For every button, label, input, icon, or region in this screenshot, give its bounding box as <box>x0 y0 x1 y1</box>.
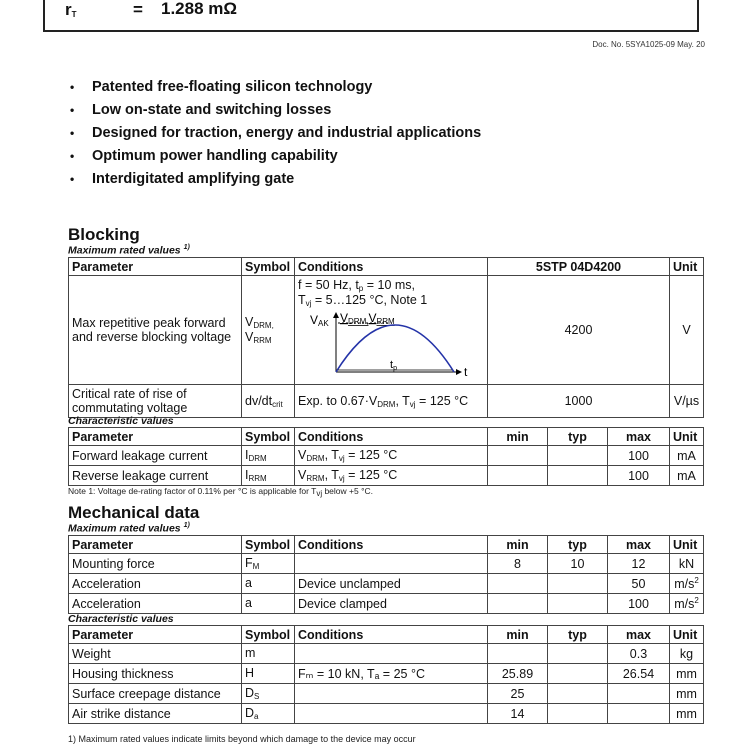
min-cell <box>488 574 548 594</box>
parameter-cell: Housing thickness <box>69 664 242 684</box>
conditions-cell <box>295 644 488 664</box>
max-cell <box>608 704 670 724</box>
table-row <box>69 554 704 574</box>
header-max: max <box>608 428 670 446</box>
symbol-text: I <box>245 448 249 462</box>
note-sub: vj <box>316 489 323 498</box>
symbol-text: V <box>245 315 254 329</box>
rt-symbol <box>65 0 77 20</box>
cond-sub: vj <box>338 454 345 463</box>
cond-text: , T <box>324 468 339 482</box>
bullet-icon: • <box>70 80 75 94</box>
cond-text: = 125 °C <box>344 448 398 462</box>
blocking-title: Blocking <box>68 225 140 244</box>
symbol-cell <box>242 446 295 466</box>
conditions-cell <box>295 385 488 418</box>
cond-text: V <box>298 468 307 482</box>
value-cell: 1000 <box>488 385 670 418</box>
rt-symbol-main: r <box>65 0 72 19</box>
parameter-cell: Acceleration <box>69 594 242 614</box>
y-axis-arrow-icon <box>333 312 339 318</box>
cond-text: , T <box>324 448 339 462</box>
y-label-sub: AK <box>318 319 329 328</box>
feature-text: Patented free-floating silicon technology <box>92 79 373 95</box>
min-cell: 25 <box>488 684 548 704</box>
header-max: max <box>608 626 670 644</box>
symbol-sub: DRM <box>248 454 267 463</box>
header-conditions: Conditions <box>295 258 488 276</box>
unit-sup: 2 <box>694 575 699 585</box>
mechanical-characteristic-label: Characteristic values <box>68 613 174 625</box>
blocking-max-rated-label <box>68 244 190 257</box>
cond-sub: vj <box>409 399 416 409</box>
header-typ: typ <box>548 536 608 554</box>
unit-cell <box>670 574 704 594</box>
header-device: 5STP 04D4200 <box>488 258 670 276</box>
symbol-cell <box>242 664 295 684</box>
unit-cell <box>670 554 704 574</box>
min-cell <box>488 466 548 486</box>
header-symbol: Symbol <box>242 428 295 446</box>
parameter-cell: Critical rate of rise of commutating voltage <box>69 385 242 418</box>
feature-text: Designed for traction, energy and industrial applications <box>92 125 482 141</box>
min-cell <box>488 644 548 664</box>
blocking-characteristic-label: Characteristic values <box>68 415 174 427</box>
typ-cell <box>548 574 608 594</box>
tp-main: t <box>390 359 394 371</box>
feature-item <box>68 101 481 124</box>
mechanical-characteristic-table <box>68 625 704 724</box>
symbol-cell <box>242 466 295 486</box>
header-typ: typ <box>548 626 608 644</box>
condition-line <box>298 293 484 308</box>
table-row <box>69 276 704 385</box>
footnote-ref: 1) <box>183 522 190 529</box>
symbol-text: m <box>245 646 256 660</box>
cond-sub: vj <box>305 299 312 308</box>
max-cell: 12 <box>608 554 670 574</box>
header-symbol: Symbol <box>242 626 295 644</box>
unit-cell: mm <box>670 664 704 684</box>
cond-sub: RRM <box>306 474 325 483</box>
blocking-max-rated-table <box>68 257 704 418</box>
cond-sub: DRM <box>306 454 325 463</box>
peak-label-sub: DRM, <box>348 317 369 326</box>
condition-line <box>298 278 484 293</box>
typ-cell <box>548 704 608 724</box>
header-min: min <box>488 626 548 644</box>
bullet-icon: • <box>70 126 75 140</box>
unit-text: kN <box>678 557 695 572</box>
conditions-cell <box>295 446 488 466</box>
cond-text: = 125 °C <box>344 468 398 482</box>
typ-cell <box>548 466 608 486</box>
max-cell: 50 <box>608 574 670 594</box>
conditions-cell <box>295 684 488 704</box>
typ-cell <box>548 644 608 664</box>
header-symbol: Symbol <box>242 536 295 554</box>
conditions-cell <box>295 704 488 724</box>
unit-cell: kg <box>670 644 704 664</box>
mechanical-max-rated-table <box>68 535 704 614</box>
feature-item <box>68 78 481 101</box>
unit-cell <box>670 594 704 614</box>
table-row <box>69 446 704 466</box>
bullet-icon: • <box>70 103 75 117</box>
header-min: min <box>488 536 548 554</box>
symbol-cell <box>242 574 295 594</box>
cond-text: , T <box>395 393 410 408</box>
key-parameters-box <box>43 0 699 32</box>
unit-cell: V <box>670 276 704 385</box>
symbol-sub: DRM, <box>253 321 274 330</box>
header-parameter: Parameter <box>69 428 242 446</box>
table-row <box>69 385 704 418</box>
mechanical-max-rated-label <box>68 522 190 535</box>
conditions-cell <box>295 554 488 574</box>
max-cell: 100 <box>608 594 670 614</box>
bullet-icon: • <box>70 149 75 163</box>
cond-text: = 10 ms, <box>363 278 416 292</box>
y-label-main: V <box>310 313 319 327</box>
symbol-text: D <box>245 706 255 720</box>
header-conditions: Conditions <box>295 536 488 554</box>
diagram-peak-label <box>340 311 395 326</box>
feature-text: Low on-state and switching losses <box>92 102 332 118</box>
symbol-text: dv/dt <box>245 393 273 408</box>
unit-cell: mA <box>670 446 704 466</box>
unit-cell: mm <box>670 704 704 724</box>
diagram-y-label <box>310 313 329 328</box>
cond-sub: vj <box>338 474 345 483</box>
parameter-cell: Surface creepage distance <box>69 684 242 704</box>
symbol-text: V <box>245 330 254 344</box>
table-header-row <box>69 626 704 644</box>
label-text: Maximum rated values <box>68 244 181 257</box>
peak-label-sub2: RRM <box>376 317 395 326</box>
symbol-text: D <box>245 686 255 700</box>
unit-cell: mA <box>670 466 704 486</box>
unit-cell: V/µs <box>670 385 704 418</box>
cond-text: T <box>298 293 306 307</box>
parameter-cell: Weight <box>69 644 242 664</box>
feature-text: Optimum power handling capability <box>92 148 338 164</box>
max-cell: 0.3 <box>608 644 670 664</box>
value-cell: 4200 <box>488 276 670 385</box>
conditions-cell: Device clamped <box>295 594 488 614</box>
document-number: Doc. No. 5SYA1025-09 May. 20 <box>592 40 705 49</box>
max-cell: 100 <box>608 446 670 466</box>
cond-text: f = 50 Hz, t <box>298 278 359 292</box>
bullet-icon: • <box>70 172 75 186</box>
blocking-characteristic-table <box>68 427 704 486</box>
table-row <box>69 664 704 684</box>
symbol-cell <box>242 594 295 614</box>
typ-cell <box>548 446 608 466</box>
conditions-cell <box>295 466 488 486</box>
peak-label-main2: V <box>368 311 377 325</box>
cond-sub: p <box>358 284 364 293</box>
header-max: max <box>608 536 670 554</box>
table-header-row <box>69 258 704 276</box>
unit-text: m/s <box>674 597 695 612</box>
feature-item <box>68 170 481 193</box>
rt-equals: = <box>133 0 143 19</box>
conditions-cell <box>295 276 488 385</box>
symbol-sub: crit <box>272 399 283 409</box>
cond-text: V <box>298 448 307 462</box>
peak-label-main: V <box>340 311 349 325</box>
blocking-note <box>68 486 373 498</box>
table-row <box>69 466 704 486</box>
parameter-cell: Air strike distance <box>69 704 242 724</box>
table-header-row <box>69 536 704 554</box>
header-symbol: Symbol <box>242 258 295 276</box>
typ-cell <box>548 664 608 684</box>
symbol-cell <box>242 704 295 724</box>
max-cell: 26.54 <box>608 664 670 684</box>
parameter-cell: Forward leakage current <box>69 446 242 466</box>
table-row <box>69 684 704 704</box>
symbol-sub: M <box>252 562 260 571</box>
header-unit: Unit <box>670 258 704 276</box>
header-typ: typ <box>548 428 608 446</box>
cond-text: = 5…125 °C, Note 1 <box>311 293 428 307</box>
header-parameter: Parameter <box>69 536 242 554</box>
footnote: 1) Maximum rated values indicate limits beyond which damage to the device may occur <box>68 734 416 744</box>
min-cell: 8 <box>488 554 548 574</box>
parameter-cell: Reverse leakage current <box>69 466 242 486</box>
table-row <box>69 704 704 724</box>
symbol-text: H <box>245 666 255 680</box>
min-cell <box>488 594 548 614</box>
feature-list <box>68 78 481 193</box>
rt-symbol-sub: T <box>71 10 77 19</box>
mechanical-title: Mechanical data <box>68 503 200 522</box>
header-conditions: Conditions <box>295 428 488 446</box>
conditions-cell: Fₘ = 10 kN, Tₐ = 25 °C <box>295 664 488 684</box>
min-cell <box>488 446 548 466</box>
cond-text: = 125 °C <box>415 393 469 408</box>
note-text: Note 1: Voltage de-rating factor of 0.11% per °C is applicable for T <box>68 486 317 496</box>
parameter-cell: Mounting force <box>69 554 242 574</box>
symbol-sub: RRM <box>253 336 272 345</box>
symbol-cell <box>242 554 295 574</box>
label-text: Maximum rated values <box>68 522 181 535</box>
min-cell: 14 <box>488 704 548 724</box>
symbol-text: a <box>245 576 252 590</box>
unit-text: m/s <box>674 577 695 592</box>
symbol-text: a <box>245 596 252 610</box>
header-unit: Unit <box>670 536 704 554</box>
header-unit: Unit <box>670 626 704 644</box>
symbol-text: F <box>245 556 253 570</box>
blocking-voltage-waveform-diagram <box>298 308 478 376</box>
parameter-cell: Max repetitive peak forward and reverse blocking voltage <box>69 276 242 385</box>
header-parameter: Parameter <box>69 258 242 276</box>
header-min: min <box>488 428 548 446</box>
table-row <box>69 644 704 664</box>
symbol-cell <box>242 385 295 418</box>
min-cell: 25.89 <box>488 664 548 684</box>
unit-cell: mm <box>670 684 704 704</box>
diagram-tp-label <box>390 359 397 372</box>
table-row <box>69 574 704 594</box>
symbol-cell <box>242 644 295 664</box>
cond-sub: DRM <box>377 399 396 409</box>
typ-cell <box>548 594 608 614</box>
feature-text: Interdigitated amplifying gate <box>92 171 295 187</box>
symbol-text: I <box>245 468 249 482</box>
table-header-row <box>69 428 704 446</box>
max-cell <box>608 684 670 704</box>
tp-sub: p <box>393 365 397 372</box>
table-row <box>69 594 704 614</box>
feature-item <box>68 147 481 170</box>
footnote-ref: 1) <box>183 244 190 251</box>
feature-item <box>68 124 481 147</box>
symbol-sub: S <box>254 692 260 701</box>
symbol-sub: a <box>254 712 259 721</box>
parameter-cell: Acceleration <box>69 574 242 594</box>
rt-value: 1.288 mΩ <box>161 0 238 18</box>
diagram-x-label: t <box>464 365 468 376</box>
conditions-cell: Device unclamped <box>295 574 488 594</box>
note-text: below +5 °C. <box>322 486 373 496</box>
header-unit: Unit <box>670 428 704 446</box>
x-axis-arrow-icon <box>456 369 462 375</box>
symbol-cell <box>242 276 295 385</box>
unit-sup: 2 <box>694 595 699 605</box>
header-conditions: Conditions <box>295 626 488 644</box>
header-parameter: Parameter <box>69 626 242 644</box>
symbol-sub: RRM <box>248 474 267 483</box>
max-cell: 100 <box>608 466 670 486</box>
symbol-cell <box>242 684 295 704</box>
typ-cell <box>548 684 608 704</box>
cond-text: Exp. to 0.67·V <box>298 393 378 408</box>
typ-cell: 10 <box>548 554 608 574</box>
